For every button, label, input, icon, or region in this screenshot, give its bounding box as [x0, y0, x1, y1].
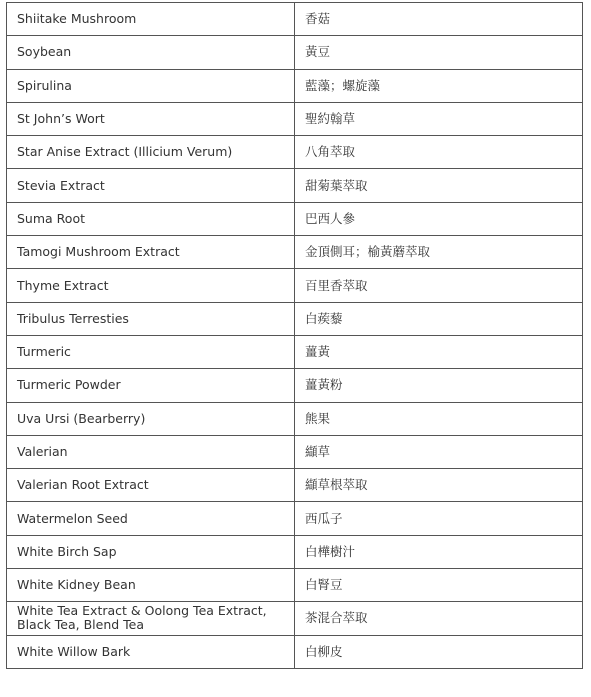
table-row [7, 369, 583, 402]
chinese-name-cell: 白柳皮 [295, 635, 583, 668]
chinese-name-cell: 西瓜子 [295, 502, 583, 535]
table-row [7, 335, 583, 368]
table-row [7, 236, 583, 269]
english-name-cell: Spirulina [7, 69, 295, 102]
english-name-cell: Valerian [7, 435, 295, 468]
english-name-cell: Shiitake Mushroom [7, 3, 295, 36]
table-row [7, 3, 583, 36]
table-row [7, 402, 583, 435]
chinese-name-cell: 薑黃粉 [295, 369, 583, 402]
table-row [7, 435, 583, 468]
chinese-name-cell: 熊果 [295, 402, 583, 435]
chinese-name-cell: 黃豆 [295, 36, 583, 69]
english-name-cell: Tribulus Terresties [7, 302, 295, 335]
english-name-cell: Stevia Extract [7, 169, 295, 202]
english-name-cell: Star Anise Extract (Illicium Verum) [7, 136, 295, 169]
table-row [7, 102, 583, 135]
chinese-name-cell: 巴西人參 [295, 202, 583, 235]
ingredient-table-body [7, 3, 583, 669]
table-row [7, 202, 583, 235]
chinese-name-cell: 白腎豆 [295, 569, 583, 602]
chinese-name-cell: 薑黃 [295, 335, 583, 368]
english-name-cell: Tamogi Mushroom Extract [7, 236, 295, 269]
chinese-name-cell: 藍藻；螺旋藻 [295, 69, 583, 102]
ingredient-table [6, 2, 583, 669]
english-name-cell: Valerian Root Extract [7, 469, 295, 502]
english-name-cell: Thyme Extract [7, 269, 295, 302]
english-name-cell: Turmeric Powder [7, 369, 295, 402]
table-row [7, 535, 583, 568]
english-name-cell: St John’s Wort [7, 102, 295, 135]
chinese-name-cell: 茶混合萃取 [295, 602, 583, 635]
table-row [7, 602, 583, 635]
table-row [7, 169, 583, 202]
english-name-cell: Suma Root [7, 202, 295, 235]
table-row [7, 69, 583, 102]
chinese-name-cell: 白蒺藜 [295, 302, 583, 335]
chinese-name-cell: 香菇 [295, 3, 583, 36]
english-name-cell: Watermelon Seed [7, 502, 295, 535]
english-name-cell: White Birch Sap [7, 535, 295, 568]
chinese-name-cell: 纈草 [295, 435, 583, 468]
english-name-cell: White Willow Bark [7, 635, 295, 668]
chinese-name-cell: 金頂側耳；榆黃蘑萃取 [295, 236, 583, 269]
table-row [7, 302, 583, 335]
table-row [7, 36, 583, 69]
english-name-cell: Soybean [7, 36, 295, 69]
table-row [7, 469, 583, 502]
chinese-name-cell: 聖約翰草 [295, 102, 583, 135]
chinese-name-cell: 百里香萃取 [295, 269, 583, 302]
chinese-name-cell: 白樺樹汁 [295, 535, 583, 568]
table-row [7, 635, 583, 668]
table-row [7, 569, 583, 602]
english-name-cell: Turmeric [7, 335, 295, 368]
english-name-cell: White Kidney Bean [7, 569, 295, 602]
english-name-cell: White Tea Extract & Oolong Tea Extract, Black Tea, Blend Tea [7, 602, 295, 635]
chinese-name-cell: 甜菊葉萃取 [295, 169, 583, 202]
chinese-name-cell: 八角萃取 [295, 136, 583, 169]
table-row [7, 502, 583, 535]
english-name-cell: Uva Ursi (Bearberry) [7, 402, 295, 435]
table-row [7, 269, 583, 302]
table-row [7, 136, 583, 169]
chinese-name-cell: 纈草根萃取 [295, 469, 583, 502]
